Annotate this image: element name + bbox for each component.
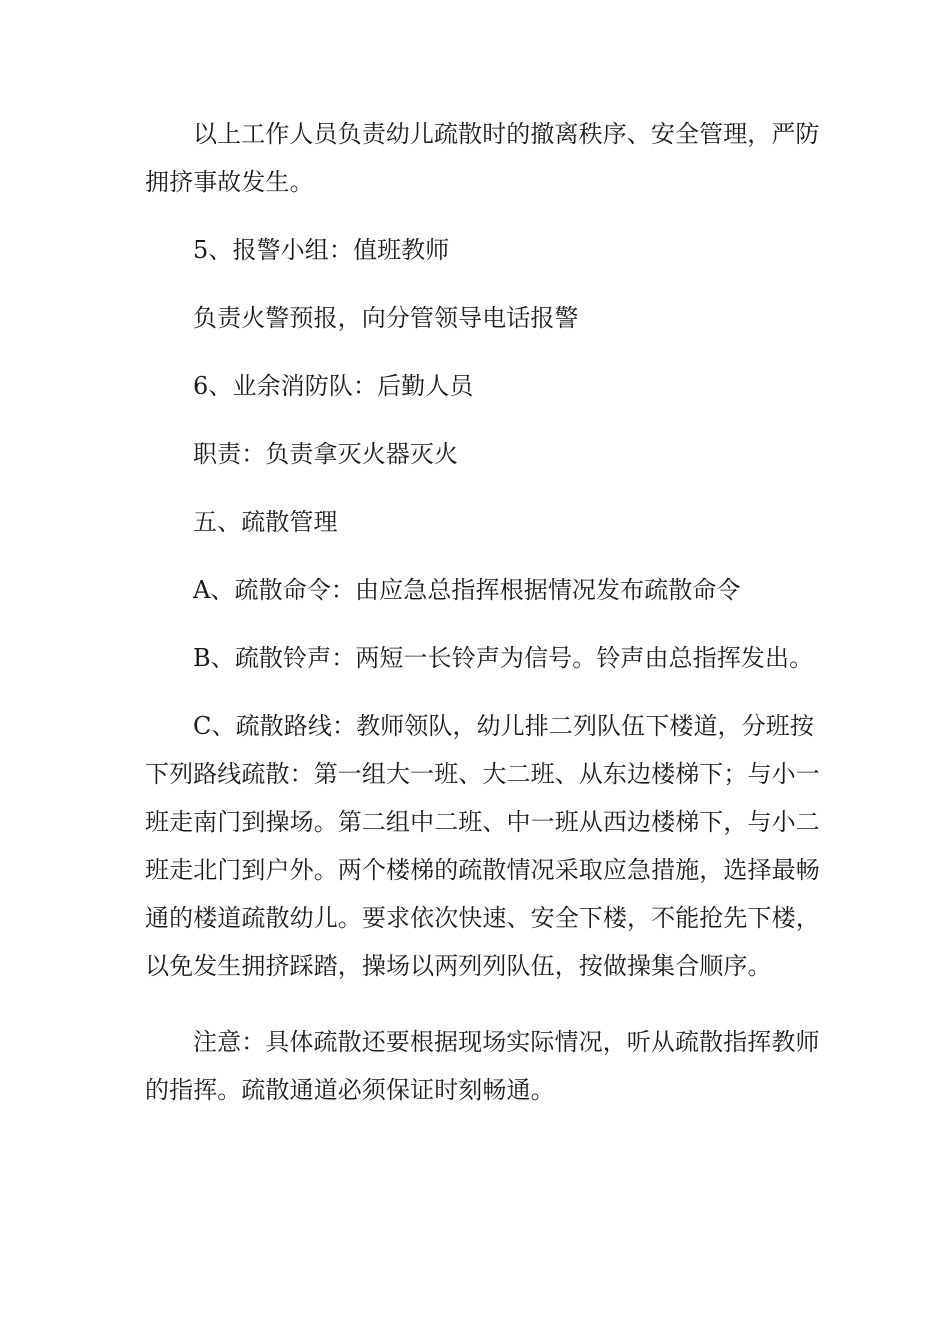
paragraph-line: 通的楼道疏散幼儿。要求依次快速、安全下楼，不能抢先下楼，: [145, 904, 820, 932]
paragraph-evacuation-bell: [145, 634, 814, 682]
paragraph-line: B、疏散铃声：两短一长铃声为信号。铃声由总指挥发出。: [193, 644, 814, 672]
paragraph-line: C、疏散路线：教师领队，幼儿排二列队伍下楼道，分班按: [193, 712, 814, 740]
paragraph-line: 6、业余消防队：后勤人员: [193, 372, 474, 400]
paragraph-line: 的指挥。疏散通道必须保证时刻畅通。: [145, 1076, 555, 1104]
paragraph-evacuation-order: [145, 566, 810, 614]
paragraph-line: 班走南门到操场。第二组中二班、中一班从西边楼梯下，与小二: [145, 808, 820, 836]
paragraph-alarm-group: [145, 226, 810, 274]
paragraph-line: 以上工作人员负责幼儿疏散时的撤离秩序、安全管理，严防: [193, 120, 820, 148]
section-heading-evacuation-management: [145, 498, 810, 546]
paragraph-evacuation-staff-duty: [145, 110, 820, 206]
paragraph-evacuation-route: [145, 702, 820, 990]
paragraph-fire-team-duty: [145, 430, 810, 478]
paragraph-line: 以免发生拥挤踩踏，操场以两列列队伍，按做操集合顺序。: [145, 952, 772, 980]
paragraph-alarm-duty: [145, 294, 810, 342]
paragraph-line: 班走北门到户外。两个楼梯的疏散情况采取应急措施，选择最畅: [145, 856, 820, 884]
paragraph-line: 五、疏散管理: [193, 508, 338, 536]
paragraph-line: 负责火警预报，向分管领导电话报警: [193, 304, 579, 332]
paragraph-fire-team: [145, 362, 810, 410]
paragraph-line: 5、报警小组：值班教师: [193, 236, 450, 264]
paragraph-line: 注意：具体疏散还要根据现场实际情况，听从疏散指挥教师: [193, 1028, 820, 1056]
paragraph-line: 职责：负责拿灭火器灭火: [193, 440, 459, 468]
paragraph-evacuation-note: [145, 1018, 820, 1114]
paragraph-line: A、疏散命令：由应急总指挥根据情况发布疏散命令: [193, 576, 741, 604]
paragraph-line: 拥挤事故发生。: [145, 168, 314, 196]
paragraph-line: 下列路线疏散：第一组大一班、大二班、从东边楼梯下；与小一: [145, 760, 820, 788]
